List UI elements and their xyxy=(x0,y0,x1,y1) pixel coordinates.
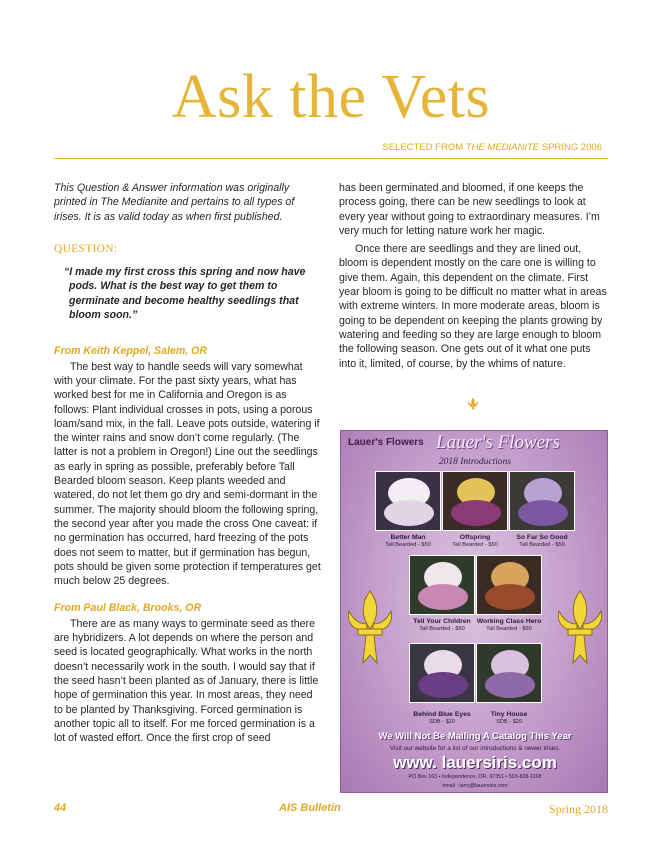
answer-continuation: has been germinated and bloomed, if one keeps the process going, there can be new seedlings to look at every year without going to extraordinary measures. I’m very much for letting nature work her magic. xyxy=(339,182,600,237)
answer-paragraph: Once there are seedlings and they are lined out, bloom is dependent mostly on the care one is willing to give them. Again, this dependent on the climate. First year bloom is going to be difficult no matter what in areas with extreme winters. In more moderate areas, bloom is going to be dependent on keeping the plants growing by watering and feeding so they are large enough to bloom the following season. One gets out of it what one puts into it, limited, of course, by the whims of nature. xyxy=(339,243,607,370)
iris-class: Tall Bearded - $50 xyxy=(385,542,431,548)
iris-name: Behind Blue Eyes xyxy=(413,711,471,718)
answer-text-black: There are as many ways to germinate seed as there are hybridizers. A lot depends on where the person and seed is located geographically. What works in the north doesn’t necessarily work in the south. I would say that if the seed hasn’t been planted as of January, there is little hope of germination this year. In most areas, they need to be planted by Thanksgiving. Forced germination is another topic all to itself. For me forced germination is a lot of wasted effort. Once the first crop of seed xyxy=(54,617,319,745)
iris-class: SDB - $20 xyxy=(496,719,522,725)
iris-name: Working Class Hero xyxy=(476,618,542,625)
iris-class: SDB - $20 xyxy=(429,719,455,725)
answer-author-black: From Paul Black, Brooks, OR xyxy=(54,602,202,615)
page-title: Ask the Vets xyxy=(171,63,491,131)
iris-photo-working-class-hero xyxy=(476,555,542,615)
source-prefix: SELECTED FROM xyxy=(382,142,466,153)
fleur-de-lis-icon xyxy=(466,397,480,411)
source-suffix: SPRING 2006 xyxy=(539,142,602,153)
fleur-de-lis-right-icon xyxy=(555,589,605,667)
iris-photo-better-man xyxy=(375,471,441,531)
answer-author-keppel: From Keith Keppel, Salem, OR xyxy=(54,345,208,358)
footer-issue: Spring 2018 xyxy=(548,802,608,816)
ad-email: email : larry@lauersiris.com xyxy=(442,783,508,789)
iris-name: So Far So Good xyxy=(516,534,568,541)
ad-visit-text: Visit our website for a list of our introductions & newer irises. xyxy=(389,745,561,752)
question-heading: QUESTION: xyxy=(54,242,118,255)
fleur-de-lis-left-icon xyxy=(345,589,395,667)
left-column xyxy=(54,181,322,745)
ad-shop-label: Lauer's Flowers xyxy=(348,437,424,448)
iris-photo-tiny-house xyxy=(476,643,542,703)
iris-photo-offspring xyxy=(442,471,508,531)
intro-text: This Question & Answer information was originally printed in The Medianite and pertains to all types of irises. It is as valid today as when first published. xyxy=(54,182,295,223)
question-text: “I made my first cross this spring and now have pods. What is the best way to get them to germinate and become healthy seedlings that bloom soon.” xyxy=(64,266,306,322)
iris-class: Tall Bearded - $50 xyxy=(519,542,565,548)
ad-subtitle: 2018 Introductions xyxy=(438,457,512,467)
iris-name: Better Man xyxy=(390,534,426,541)
ad-address: PO Box 163 • Independence, OR. 97351 • 503-838-1168 xyxy=(408,774,542,780)
lauers-flowers-advertisement xyxy=(340,430,608,793)
iris-class: Tall Bearded - $50 xyxy=(419,626,465,632)
iris-photo-behind-blue-eyes xyxy=(409,643,475,703)
iris-name: Offspring xyxy=(459,534,491,541)
source-publication: THE MEDIANITE xyxy=(465,142,540,153)
iris-name: Tell Your Children xyxy=(413,618,471,625)
source-line xyxy=(54,141,608,159)
ad-script-title: Lauer's Flowers xyxy=(436,432,560,453)
iris-photo-so-far-so-good xyxy=(509,471,575,531)
ad-website-url: www. lauersiris.com xyxy=(393,753,557,772)
iris-name: Tiny House xyxy=(490,711,528,718)
page-number: 44 xyxy=(54,802,67,814)
iris-class: Tall Bearded - $50 xyxy=(452,542,498,548)
iris-photo-tell-your-children xyxy=(409,555,475,615)
right-column xyxy=(339,181,607,371)
ad-banner: We Will Not Be Mailing A Catalog This Year xyxy=(378,731,572,742)
answer-text-keppel: The best way to handle seeds will vary somewhat with your climate. For the past sixty years, what has worked best for me in California and Oregon is as follows: Plant individual crosses in pots, using a porous loam/sand mix, in the fall. Leave pots outside, watering if the winter rains and snow don’t come regularly. (The latter is not a problem in Oregon!) Line out the seedlings as early in spring as possible, preferably before Tall Bearded bloom season. Keep plants weeded and watered, do not let them go dry and semi-dormant in the summer. The majority should bloom the following spring, the second year after you made the cross One caveat: if no germination has occurred, hard freezing of the pots does not seem to matter, but if germination has begun, pots should be given some protection if temperatures get much below 25 degrees. xyxy=(54,360,321,588)
iris-class: Tall Bearded - $50 xyxy=(486,626,532,632)
footer-publication: AIS Bulletin xyxy=(279,802,341,814)
